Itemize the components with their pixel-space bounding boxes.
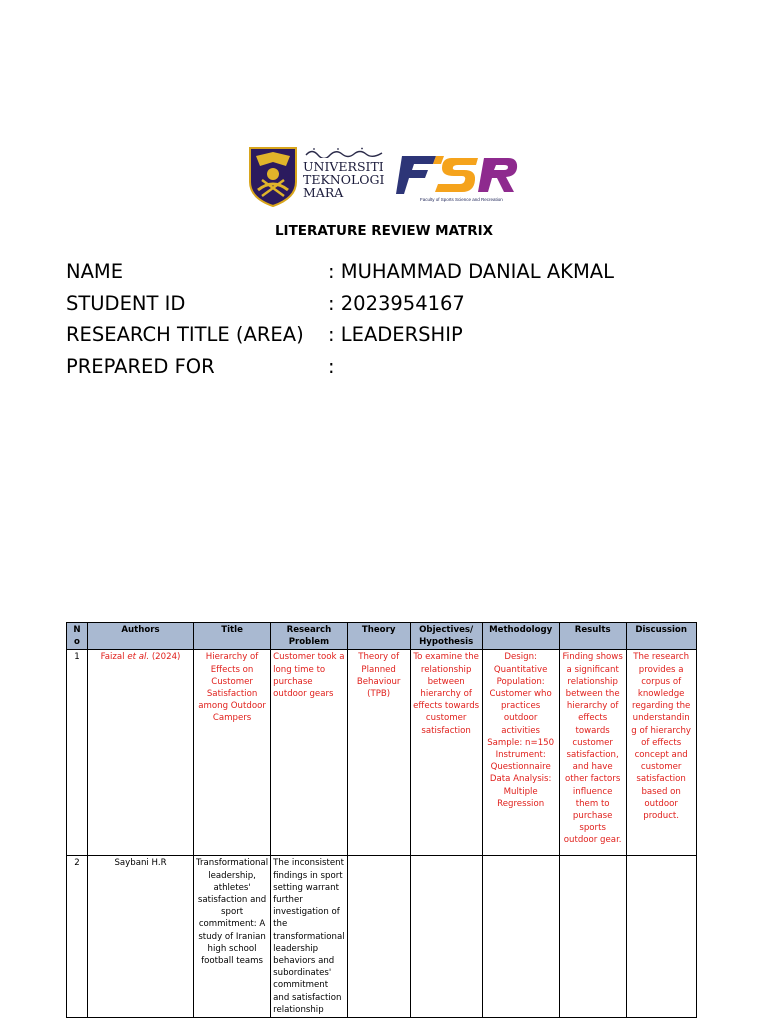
cell-no: 1 [67, 650, 88, 856]
column-header-authors: Authors [88, 623, 194, 650]
table-header-row [67, 623, 697, 650]
cell-results: Finding shows a significant relationship between the hierarchy of effects towards customer satisfaction, and have other factors influence them to purchase sports outdoor gear. [559, 650, 626, 856]
cell-objectives [410, 856, 482, 1018]
column-header-objectives: Objectives/ Hypothesis [410, 623, 482, 650]
column-header-results: Results [559, 623, 626, 650]
info-value: : LEADERSHIP [328, 323, 463, 346]
cell-authors [88, 650, 194, 856]
info-value: : [328, 354, 335, 378]
author-year: (2024) [149, 652, 181, 663]
uitm-wordmark [303, 160, 384, 199]
cell-title: Hierarchy of Effects on Customer Satisfaction among Outdoor Campers [194, 650, 271, 856]
cell-no: 2 [67, 856, 88, 1018]
column-header-no: N o [67, 623, 88, 650]
info-value: : 2023954167 [328, 291, 465, 315]
info-label: STUDENT ID [66, 291, 186, 315]
cell-authors: Saybani H.R [88, 856, 194, 1018]
author-name: Faizal [100, 652, 128, 663]
table-row [67, 856, 697, 1018]
cell-research-problem: The inconsistent findings in sport setting warrant further investigation of the transformational leadership behaviors and subordinates' commitment and satisfaction relationship [271, 856, 348, 1018]
info-label: RESEARCH TITLE (AREA) [66, 323, 304, 346]
arabic-script-icon [304, 146, 384, 158]
column-header-methodology: Methodology [482, 623, 559, 650]
cell-results [559, 856, 626, 1018]
info-label: PREPARED FOR [66, 354, 215, 378]
cell-research-problem: Customer took a long time to purchase outdoor gears [271, 650, 348, 856]
uitm-line-3: MARA [303, 185, 344, 200]
cell-discussion [626, 856, 696, 1018]
column-header-title: Title [194, 623, 271, 650]
document-title: LITERATURE REVIEW MATRIX [274, 223, 494, 239]
cell-theory: Theory of Planned Behaviour (TPB) [347, 650, 410, 856]
info-value: : MUHAMMAD DANIAL AKMAL [328, 260, 614, 283]
literature-review-table [66, 622, 697, 1018]
column-header-research-problem: Research Problem [271, 623, 348, 650]
fsr-logo-icon [396, 150, 521, 198]
author-et-al: et al. [127, 652, 150, 663]
cell-objectives: To examine the relationship between hierarchy of effects towards customer satisfaction [410, 650, 482, 856]
uitm-line-1: UNIVERSITI [303, 159, 384, 174]
table-row [67, 650, 697, 856]
uitm-line-2: TEKNOLOGI [303, 172, 385, 187]
info-label: NAME [66, 260, 124, 283]
header-logos [246, 142, 526, 212]
cell-methodology: Design: Quantitative Population: Customer who practices outdoor activities Sample: n=150 Instrument: Questionnaire Data Analysis: Multiple Regression [482, 650, 559, 856]
cell-discussion: The research provides a corpus of knowledge regarding the understandin g of hierarchy of effects concept and customer satisfaction based on outdoor product. [626, 650, 696, 856]
cell-title: Transformational leadership, athletes' satisfaction and sport commitment: A study of Iranian high school football teams [194, 856, 271, 1018]
column-header-discussion: Discussion [626, 623, 696, 650]
fsr-subtitle: Faculty of Sports Science and Recreation [420, 197, 503, 202]
cell-methodology [482, 856, 559, 1018]
column-header-theory: Theory [347, 623, 410, 650]
cell-theory [347, 856, 410, 1018]
uitm-crest-icon [248, 146, 298, 208]
